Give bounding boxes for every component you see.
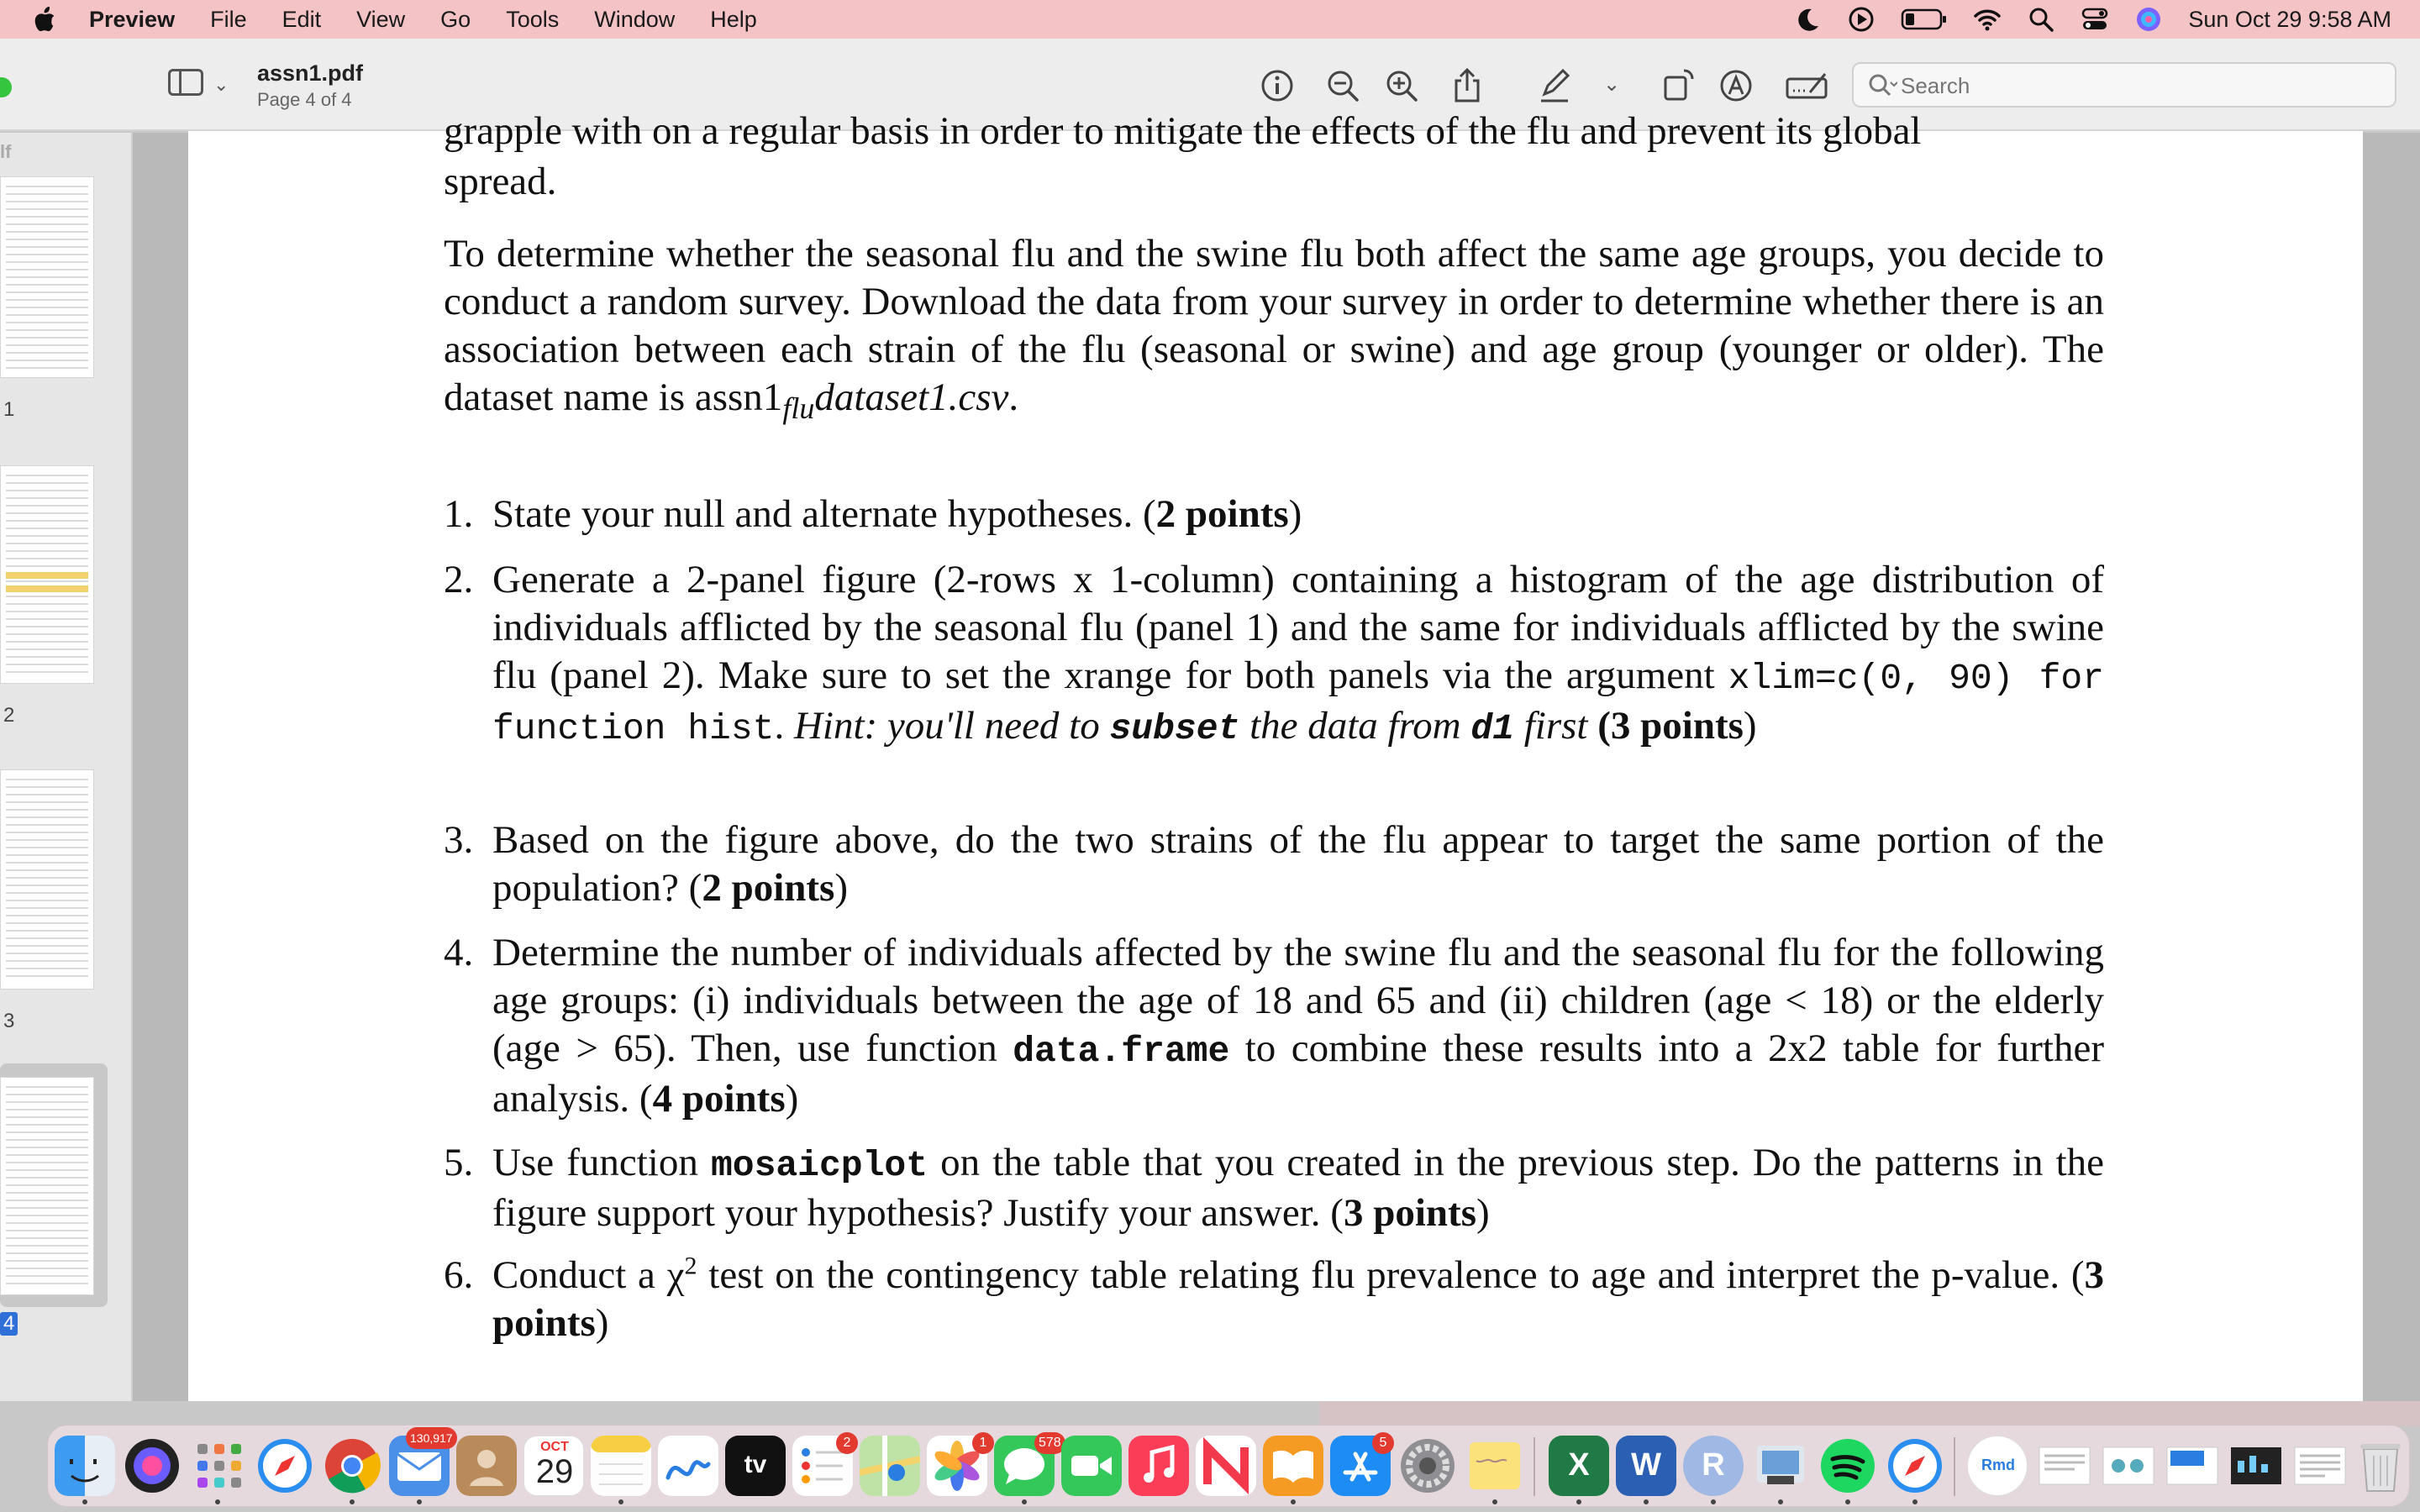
freeform-icon[interactable]	[658, 1436, 718, 1496]
intro-paragraph: To determine whether the seasonal flu and the swine flu both affect the same age groups, you decide to conduct a random survey. Download the data from your survey in order to determine whether there is an association between each strain of the flu (seasonal or swine) and age group (younger or older). The dataset name is $assn1_{flu}dataset1.csv$.	[444, 232, 2104, 425]
search-field[interactable]	[1852, 62, 2396, 108]
dock-separator-2	[1954, 1437, 1955, 1496]
running-indicator	[1492, 1499, 1497, 1504]
search-icon	[1867, 72, 1897, 99]
battery-icon[interactable]	[1901, 8, 1948, 31]
menu-go[interactable]: Go	[440, 6, 471, 32]
page-thumbnail-2[interactable]	[0, 465, 94, 684]
notes-icon[interactable]	[591, 1436, 651, 1496]
list-item-1: 1. State your null and alternate hypotheses. (2 points)	[444, 492, 1302, 536]
thumbnail-sidebar	[0, 133, 133, 1401]
r-letter: R	[1702, 1447, 1725, 1483]
dock-separator	[1534, 1437, 1535, 1496]
menu-view[interactable]: View	[356, 6, 406, 32]
app-store-icon[interactable]	[1330, 1436, 1391, 1496]
page-number-2: 2	[3, 704, 15, 727]
running-indicator	[417, 1499, 422, 1504]
zoom-in-icon[interactable]	[1383, 67, 1420, 104]
running-indicator	[82, 1499, 87, 1504]
menu-file[interactable]: File	[210, 6, 247, 32]
chrome-icon[interactable]	[322, 1436, 382, 1496]
rmd-label: Rmd	[1981, 1457, 2015, 1473]
sidebar-toggle-icon[interactable]	[168, 69, 203, 96]
share-icon[interactable]	[1449, 67, 1486, 104]
news-icon[interactable]	[1196, 1436, 1256, 1496]
running-indicator	[1291, 1499, 1296, 1504]
tv-label: tv	[744, 1451, 767, 1478]
form-fill-icon[interactable]	[1785, 67, 1832, 104]
facetime-icon[interactable]	[1061, 1436, 1122, 1496]
calendar-icon[interactable]	[523, 1436, 584, 1496]
photos-badge: 1	[972, 1432, 994, 1454]
recent-document-4-icon[interactable]	[2226, 1436, 2286, 1496]
mail-icon[interactable]	[389, 1431, 453, 1496]
doc-line-top-1: grapple with on a regular basis in order to mitigate the effects of the flu and prevent its global	[444, 109, 1922, 153]
rotate-icon[interactable]	[1660, 67, 1697, 104]
recent-document-1-icon[interactable]	[2034, 1436, 2095, 1496]
mail-badge: 130,917	[406, 1427, 457, 1449]
markup-pen-icon[interactable]	[1536, 67, 1573, 104]
calendar-month: OCT	[540, 1440, 569, 1454]
safari-icon[interactable]	[255, 1436, 315, 1496]
spotify-icon[interactable]	[1818, 1436, 1878, 1496]
app-store-badge: 5	[1372, 1432, 1394, 1454]
focus-moon-icon[interactable]	[1793, 5, 1822, 34]
document-title: assn1.pdf	[257, 60, 364, 86]
word-letter: W	[1631, 1447, 1661, 1483]
spotlight-search-icon[interactable]	[2027, 5, 2055, 34]
list-item-6: 6. Conduct a $\chi^2$ test on the contingency table relating flu prevalence to age and interpret the p-value. (3 points)	[444, 1252, 2104, 1345]
finder-icon[interactable]	[55, 1436, 115, 1496]
music-icon[interactable]	[1128, 1436, 1189, 1496]
zoom-out-icon[interactable]	[1324, 67, 1361, 104]
control-center-icon[interactable]	[2081, 5, 2109, 34]
pdf-page	[188, 109, 2363, 1401]
photos-icon[interactable]	[927, 1436, 987, 1496]
preview-icon[interactable]	[1750, 1436, 1811, 1496]
contacts-icon[interactable]	[456, 1436, 517, 1496]
excel-icon[interactable]	[1549, 1436, 1609, 1496]
running-indicator	[1644, 1499, 1649, 1504]
apple-tv-icon[interactable]	[725, 1436, 786, 1496]
menu-bar	[0, 0, 2420, 39]
menubar-clock[interactable]: Sun Oct 29 9:58 AM	[2188, 6, 2391, 32]
page-thumbnail-1[interactable]	[0, 176, 94, 378]
dock	[47, 1425, 2410, 1507]
running-indicator	[215, 1499, 220, 1504]
markup-circle-icon[interactable]	[1718, 67, 1754, 104]
running-indicator	[1845, 1499, 1850, 1504]
recent-document-3-icon[interactable]	[2162, 1436, 2223, 1496]
apple-menu-icon[interactable]	[32, 6, 57, 33]
trash-icon[interactable]	[2350, 1436, 2411, 1496]
running-indicator	[618, 1499, 623, 1504]
launchpad-icon[interactable]	[189, 1436, 250, 1496]
system-settings-icon[interactable]	[1397, 1436, 1458, 1496]
chevron-down-icon[interactable]: ⌄	[213, 74, 229, 95]
books-icon[interactable]	[1263, 1436, 1323, 1496]
siri-icon[interactable]	[2134, 5, 2163, 34]
page-number-1: 1	[3, 398, 15, 421]
page-thumbnail-3[interactable]	[0, 769, 94, 990]
siri-dock-icon[interactable]	[122, 1436, 182, 1496]
markup-chevron-icon[interactable]: ⌄	[1603, 73, 1621, 96]
menu-app-name[interactable]: Preview	[89, 6, 176, 32]
messages-badge: 578	[1034, 1432, 1065, 1454]
reminders-icon[interactable]	[792, 1436, 853, 1496]
play-circle-icon[interactable]	[1847, 5, 1876, 34]
status-area	[1793, 0, 2391, 39]
page-thumbnail-4[interactable]	[0, 1077, 94, 1295]
search-input[interactable]	[1901, 71, 2371, 101]
r-app-icon[interactable]	[1683, 1436, 1744, 1496]
recent-document-2-icon[interactable]	[2098, 1436, 2159, 1496]
list-item-3: 3. Based on the figure above, do the two strains of the flu appear to target the same portion of the population? (2 points)	[444, 818, 2104, 910]
maps-icon[interactable]	[860, 1436, 920, 1496]
stickies-icon[interactable]	[1465, 1436, 1525, 1496]
menu-window[interactable]: Window	[594, 6, 676, 32]
messages-icon[interactable]	[994, 1436, 1061, 1496]
menu-edit[interactable]: Edit	[281, 6, 322, 32]
list-item-2: 2. Generate a 2-panel figure (2-rows x 1-column) containing a histogram of the age distribution of individuals afflicted by the seasonal flu (panel 1) and the same for individuals afflicted by the swine flu (panel 2). Make sure to set the xrange for both panels via the argument xlim=c(0, 90) for function hist. Hint: you'll need to subset the data from d1 first (3 points)	[444, 558, 2105, 749]
reminders-badge: 2	[836, 1432, 858, 1454]
excel-letter: X	[1568, 1447, 1590, 1483]
info-icon[interactable]	[1259, 67, 1296, 104]
running-indicator	[1912, 1499, 1918, 1504]
recent-document-5-icon[interactable]	[2290, 1436, 2350, 1496]
page-number-4: 4	[0, 1312, 18, 1336]
doc-line-top-2: spread.	[444, 160, 557, 203]
calendar-day: 29	[535, 1453, 574, 1490]
window-shadow	[1319, 1401, 2420, 1426]
running-indicator	[350, 1499, 355, 1504]
running-indicator	[1022, 1499, 1027, 1504]
wifi-icon[interactable]	[1973, 5, 2002, 34]
sidebar-header: lf	[0, 141, 12, 162]
rmd-file-icon[interactable]	[1967, 1436, 2028, 1496]
menu-help[interactable]: Help	[710, 6, 757, 32]
running-indicator	[1778, 1499, 1783, 1504]
list-item-4: 4. Determine the number of individuals affected by the swine flu and the seasonal flu for the following age groups: (i) individuals between the age of 18 and 65 and (ii) children (age < 18) or the elderly (age > 65). Then, use function data.frame to combine these results into a 2x2 table for further analysis. (4 points)	[444, 931, 2104, 1121]
running-indicator	[1711, 1499, 1716, 1504]
page-number-3: 3	[3, 1010, 15, 1032]
word-icon[interactable]	[1616, 1436, 1676, 1496]
running-indicator	[1576, 1499, 1581, 1504]
menu-tools[interactable]: Tools	[506, 6, 560, 32]
list-item-5: 5. Use function mosaicplot on the table that you created in the previous step. Do the patterns in the figure support your hypothesis? Justify your answer. (3 points)	[444, 1141, 2105, 1235]
page-indicator: Page 4 of 4	[257, 89, 352, 110]
safari-dock-icon-2[interactable]	[1885, 1436, 1945, 1496]
